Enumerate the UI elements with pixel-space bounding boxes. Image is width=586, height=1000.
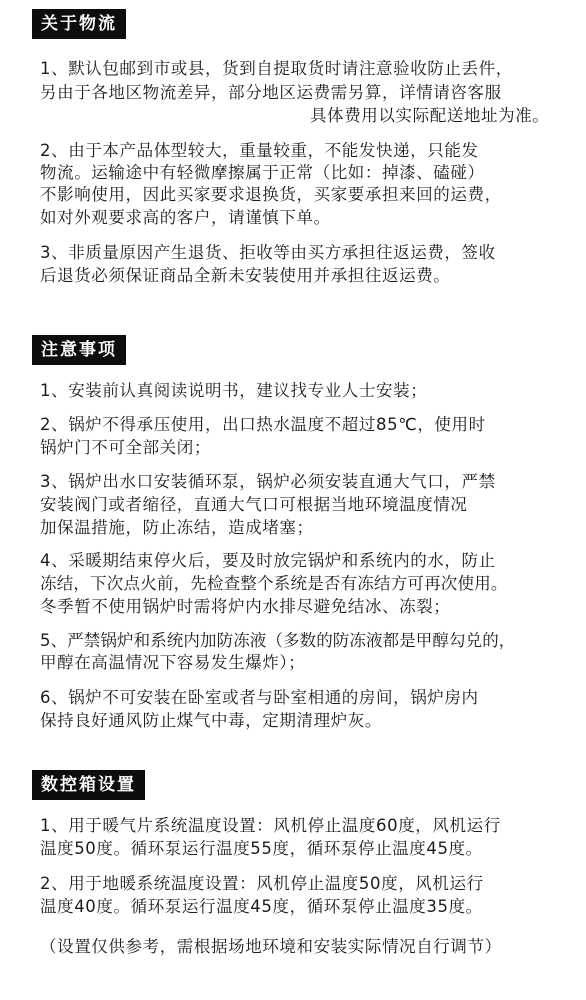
text-line: 物流。运输途中有轻微摩擦属于正常（比如：掉漆、磕碰） — [40, 163, 485, 182]
text-line: 1、默认包邮到市或县，货到自提取货时请注意验收防止丢件， — [40, 59, 513, 78]
text-line: 具体费用以实际配送地址为准。 — [310, 106, 550, 125]
text-line: （设置仅供参考，需根据场地环境和安装实际情况自行调节） — [40, 937, 502, 956]
text-line: 4、采暖期结束停火后，要及时放完锅炉和系统内的水，防止 — [40, 551, 496, 570]
text-line: 温度50度。循环泵运行温度55度，循环泵停止温度45度。 — [40, 839, 483, 858]
text-line: 加保温措施，防止冻结，造成堵塞； — [40, 518, 314, 537]
text-line: 不影响使用，因此买家要求退换货，买家要承担来回的运费， — [40, 185, 502, 204]
text-line: 3、非质量原因产生退货、拒收等由买方承担往返运费，签收 — [40, 243, 496, 262]
text-line: 6、锅炉不可安装在卧室或者与卧室相通的房间，锅炉房内 — [40, 688, 479, 707]
text-line: 锅炉门不可全部关闭； — [40, 438, 211, 457]
text-line: 1、安装前认真阅读说明书，建议找专业人士安装； — [40, 381, 428, 400]
text-line: 另由于各地区物流差异，部分地区运费需另算，详情请咨客服 — [40, 83, 502, 102]
text-line: 安装阀门或者缩径，直通大气口可根据当地环境温度情况 — [40, 495, 468, 514]
text-line: 2、由于本产品体型较大，重量较重，不能发快递，只能发 — [40, 141, 479, 160]
section-title-controller-settings: 数控箱设置 — [32, 770, 145, 800]
text-line: 2、用于地暖系统温度设置：风机停止温度50度，风机运行 — [40, 874, 484, 893]
section-title-notes: 注意事项 — [32, 335, 126, 365]
section-title-logistics: 关于物流 — [32, 9, 126, 39]
text-line: 后退货必须保证商品全新未安装使用并承担往返运费。 — [40, 266, 451, 285]
text-line: 甲醇在高温情况下容易发生爆炸）； — [40, 653, 306, 672]
text-line: 保持良好通风防止煤气中毒，定期清理炉灰。 — [40, 711, 382, 730]
text-line: 温度40度。循环泵运行温度45度，循环泵停止温度35度。 — [40, 897, 483, 916]
text-line: 冻结，下次点火前，先检查整个系统是否有冻结方可再次使用。 — [40, 574, 508, 593]
text-line: 如对外观要求高的客户，请谨慎下单。 — [40, 208, 331, 227]
text-line: 冬季暂不使用锅炉时需将炉内水排尽避免结冰、冻裂； — [40, 597, 451, 616]
text-line: 5、严禁锅炉和系统内加防冻液（多数的防冻液都是甲醇勾兑的， — [40, 631, 516, 650]
text-line: 1、用于暖气片系统温度设置：风机停止温度60度，风机运行 — [40, 816, 501, 835]
text-line: 3、锅炉出水口安装循环泵，锅炉必须安装直通大气口，严禁 — [40, 472, 496, 491]
text-line: 2、锅炉不得承压使用，出口热水温度不超过85℃，使用时 — [40, 415, 486, 434]
